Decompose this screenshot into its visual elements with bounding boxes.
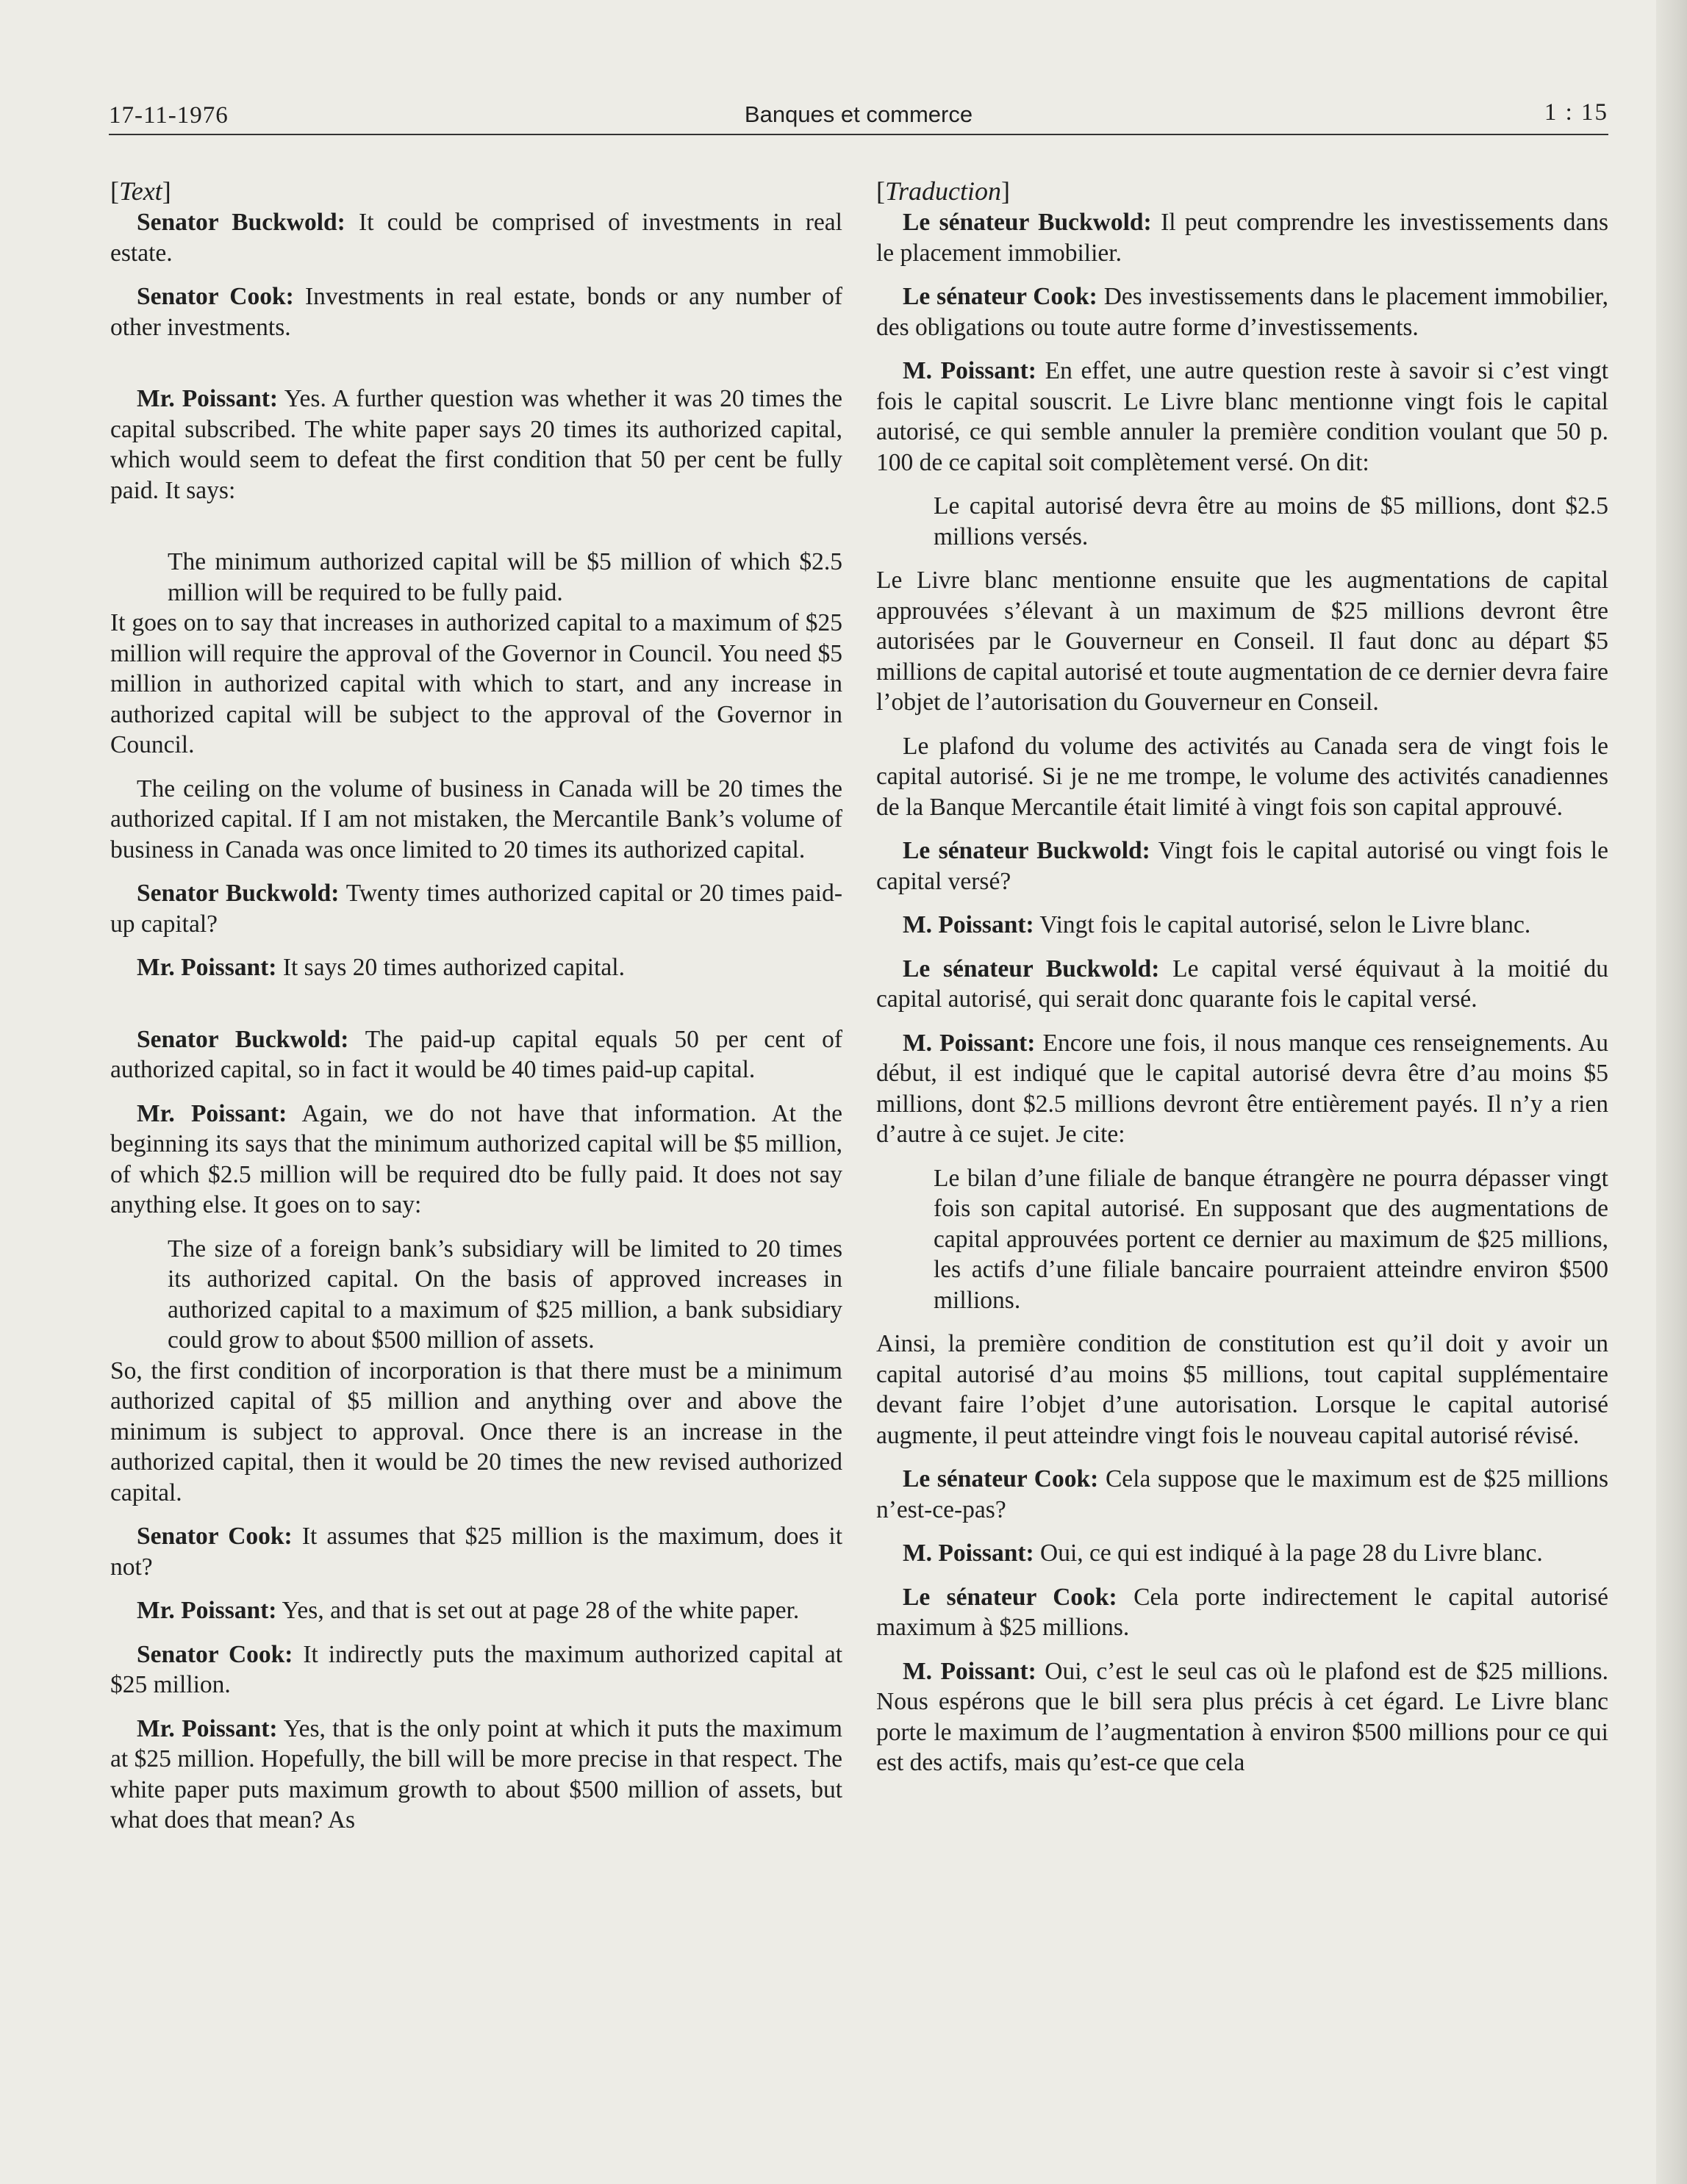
- speech-paragraph: Mr. Poissant: Yes, that is the only point at which it puts the maximum at $25 million. Hopefully, the bill will be more precise in that respect. The white paper puts maximum growth to about $500 million of assets, but what does that mean? As: [110, 1714, 842, 1833]
- speech-paragraph: Senator Buckwold: It could be comprised of investments in real estate.: [110, 209, 842, 267]
- speech-paragraph: M. Poissant: Vingt fois le capital autorisé, selon le Livre blanc.: [903, 911, 1531, 938]
- speech-paragraph: M. Poissant: Encore une fois, il nous manque ces renseignements. Au début, il est indiqué que le capital autorisé devra être d’au moins $5 millions, dont $2.5 millions devront être entièrement payés. Il n’y a rien d’autre à ce sujet. Je cite:: [876, 1029, 1609, 1148]
- block-quote: Le bilan d’une filiale de banque étrangère ne pourra dépasser vingt fois son capital autorisé. En supposant que des augmentations de capital approuvées portent ce dernier au maximum de $25 millions, les actifs d’une filiale bancaire pourraient atteindre environ $500 millions.: [934, 1164, 1608, 1314]
- page-edge-shadow: [1656, 0, 1687, 2184]
- continuation-paragraph: So, the first condition of incorporation is that there must be a minimum authorized capital of $5 million and anything over and above the minimum is subject to approval. Once there is an increase in the authorized capital, then it would be 20 times the new revised authorized capital.: [110, 1357, 842, 1506]
- speaker-name: Le sénateur Cook:: [903, 283, 1097, 310]
- language-label: [Text]: [110, 176, 171, 206]
- speech-paragraph: Le sénateur Cook: Cela porte indirectement le capital autorisé maximum à $25 millions.: [876, 1583, 1608, 1641]
- speech-paragraph: Le sénateur Cook: Cela suppose que le maximum est de $25 millions n’est-ce-pas?: [876, 1465, 1608, 1523]
- speaker-name: M. Poissant:: [903, 911, 1034, 938]
- speech-paragraph: Senator Cook: It assumes that $25 million is the maximum, does it not?: [110, 1523, 843, 1581]
- continuation-paragraph: It goes on to say that increases in authorized capital to a maximum of $25 million will require the approval of the Governor in Council. You need $5 million in authorized capital with which to start, and any increase in authorized capital will be subject to the approval of the Governor in Council.: [110, 609, 842, 758]
- speech-paragraph: The ceiling on the volume of business in Canada will be 20 times the authorized capital. If I am not mistaken, the Mercantile Bank’s volume of business in Canada was once limited to 20 times its authorized capital.: [110, 775, 842, 863]
- speech-paragraph: M. Poissant: En effet, une autre question reste à savoir si c’est vingt fois le capital souscrit. Le Livre blanc mentionne vingt fois le capital autorisé, ce qui semble annuler la première condition voulant que 50 p. 100 de ce capital soit complètement versé. On dit:: [876, 357, 1609, 476]
- speaker-name: Mr. Poissant:: [137, 1597, 277, 1624]
- speaker-name: Mr. Poissant:: [137, 1099, 287, 1127]
- speech-paragraph: Mr. Poissant: Again, we do not have that information. At the beginning its says that the minimum authorized capital will be $5 million, of which $2.5 million will be required dto be fully paid. It does not say anything else. It goes on to say:: [110, 1099, 842, 1218]
- page-header: [109, 96, 1608, 135]
- speech-paragraph: Senator Cook: It indirectly puts the maximum authorized capital at $25 million.: [110, 1640, 843, 1698]
- speaker-name: Mr. Poissant:: [137, 954, 277, 981]
- speaker-name: M. Poissant:: [903, 1029, 1036, 1057]
- speech-paragraph: Le sénateur Buckwold: Il peut comprendre les investissements dans le placement immobilier.: [876, 209, 1609, 267]
- block-quote: The minimum authorized capital will be $5 million of which $2.5 million will be required to be fully paid.: [168, 548, 842, 606]
- speaker-name: Senator Buckwold:: [137, 880, 340, 907]
- header-page-number: 1 : 15: [1544, 99, 1608, 126]
- speech-paragraph: M. Poissant: Oui, ce qui est indiqué à la page 28 du Livre blanc.: [903, 1540, 1543, 1567]
- speaker-name: M. Poissant:: [903, 1657, 1036, 1685]
- speaker-name: Le sénateur Buckwold:: [903, 209, 1152, 236]
- speaker-name: Senator Cook:: [137, 1640, 293, 1668]
- english-column: [110, 175, 842, 1836]
- french-column: [876, 175, 1608, 1778]
- continuation-paragraph: Le Livre blanc mentionne ensuite que les augmentations de capital approuvées s’élevant à un maximum de $25 millions devront être autorisées par le Gouverneur en Conseil. Il faut donc au départ $5 millions de capital autorisé et toute augmentation de ce dernier devra faire l’objet de l’autorisation du Gouverneur en Conseil.: [876, 567, 1608, 716]
- speech-paragraph: M. Poissant: Oui, c’est le seul cas où le plafond est de $25 millions. Nous espérons que le bill sera plus précis à cet égard. Le Livre blanc porte le maximum de l’augmentation à environ $500 millions pour ce qui est des actifs, mais qu’est-ce que cela: [876, 1657, 1608, 1776]
- speech-paragraph: Le sénateur Buckwold: Le capital versé équivaut à la moitié du capital autorisé, qui serait donc quarante fois le capital versé.: [876, 955, 1608, 1013]
- speech-paragraph: Mr. Poissant: Yes. A further question was whether it was 20 times the capital subscribed. The white paper says 20 times its authorized capital, which would seem to defeat the first condition that 50 per cent be fully paid. It says:: [110, 385, 843, 504]
- block-quote: Le capital autorisé devra être au moins de $5 millions, dont $2.5 millions versés.: [934, 492, 1608, 550]
- block-quote: The size of a foreign bank’s subsidiary will be limited to 20 times its authorized capital. On the basis of approved increases in authorized capital to a maximum of $25 million, a bank subsidiary could grow to about $500 million of assets.: [168, 1235, 842, 1354]
- speaker-name: Le sénateur Buckwold:: [903, 837, 1150, 864]
- speech-paragraph: Senator Buckwold: Twenty times authorized capital or 20 times paid-up capital?: [110, 880, 842, 938]
- header-date: 17-11-1976: [109, 102, 229, 129]
- speaker-name: M. Poissant:: [903, 357, 1036, 384]
- speech-paragraph: Le sénateur Cook: Des investissements dans le placement immobilier, des obligations ou toute autre forme d’investissements.: [876, 283, 1608, 341]
- speech-paragraph: Le plafond du volume des activités au Canada sera de vingt fois le capital autorisé. Si je ne me trompe, le volume des activités canadiennes de la Banque Mercantile était limité à vingt fois son capital approuvé.: [876, 732, 1608, 821]
- language-label: [Traduction]: [876, 176, 1011, 206]
- speaker-name: Senator Buckwold:: [137, 209, 345, 236]
- speaker-name: Le sénateur Cook:: [903, 1583, 1117, 1611]
- speaker-name: Mr. Poissant:: [137, 1714, 278, 1742]
- speaker-name: Senator Cook:: [137, 283, 294, 310]
- speech-paragraph: Mr. Poissant: Yes, and that is set out at page 28 of the white paper.: [137, 1597, 800, 1624]
- speaker-name: Senator Buckwold:: [137, 1025, 349, 1053]
- header-title: Banques et commerce: [744, 101, 973, 127]
- speaker-name: Le sénateur Cook:: [903, 1465, 1099, 1492]
- speaker-name: M. Poissant:: [903, 1540, 1034, 1567]
- speech-paragraph: Senator Buckwold: The paid-up capital equals 50 per cent of authorized capital, so in fact it would be 40 times paid-up capital.: [110, 1025, 842, 1083]
- speaker-name: Le sénateur Buckwold:: [903, 955, 1160, 983]
- speaker-name: Mr. Poissant:: [137, 385, 279, 412]
- speech-paragraph: Senator Cook: Investments in real estate, bonds or any number of other investments.: [110, 283, 842, 341]
- continuation-paragraph: Ainsi, la première condition de constitution est qu’il doit y avoir un capital autorisé d’au moins $5 millions, tout capital supplémentaire devant faire l’objet d’une autorisation. Lorsque le capital autorisé augmente, il peut atteindre vingt fois le nouveau capital autorisé révisé.: [876, 1330, 1608, 1449]
- speech-paragraph: Le sénateur Buckwold: Vingt fois le capital autorisé ou vingt fois le capital versé?: [876, 837, 1608, 895]
- speaker-name: Senator Cook:: [137, 1523, 293, 1550]
- speech-paragraph: Mr. Poissant: It says 20 times authorized capital.: [137, 954, 625, 981]
